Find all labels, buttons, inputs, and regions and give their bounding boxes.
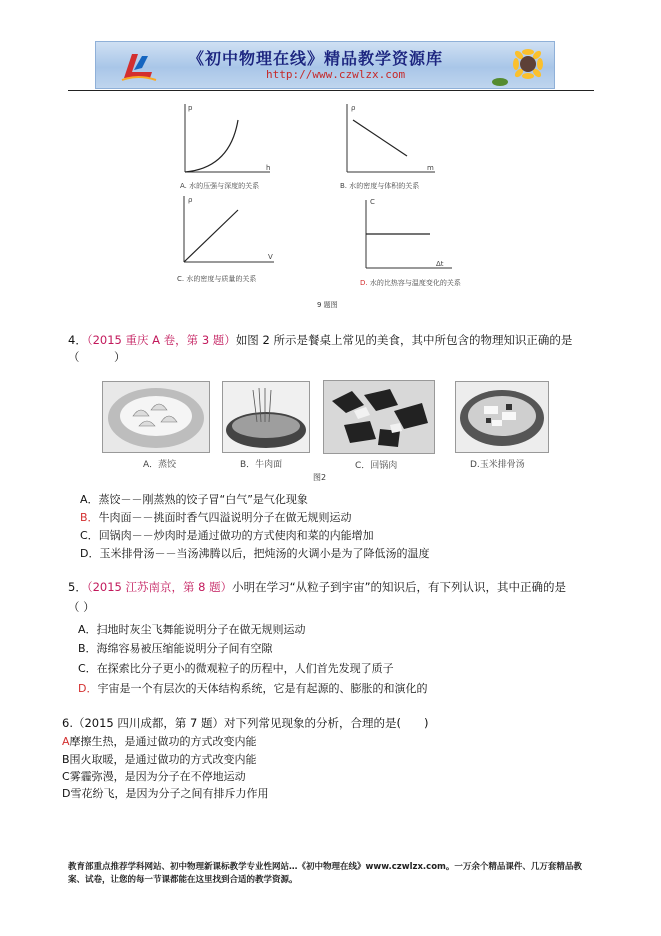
graph-b-y-label: ρ — [351, 104, 356, 112]
header-divider — [68, 90, 594, 91]
q6-stem: 6.（2015 四川成都，第 7 题）对下列常见现象的分析，合理的是( ) — [62, 716, 429, 730]
graph-d-y-label: C — [370, 198, 375, 206]
q4-option-a: A．蒸饺－－刚蒸熟的饺子冒“白气”是气化现象 — [80, 493, 308, 506]
sunflower-icon — [490, 42, 550, 88]
q4-option-b: B．牛肉面－－挑面时香气四溢说明分子在做无规则运动 — [80, 511, 352, 524]
graph-d-caption — [360, 278, 461, 288]
figure9-caption: 9 题图 — [317, 301, 338, 309]
graph-a-caption: A. 水的压强与深度的关系 — [180, 182, 260, 190]
site-banner — [95, 41, 555, 89]
site-logo-icon — [118, 48, 158, 82]
q4-option-c: C．回锅肉－－炒肉时是通过做功的方式使肉和菜的内能增加 — [80, 529, 374, 542]
graph-d-caption-letter: D. — [360, 279, 368, 287]
q4-number: 4． — [68, 333, 87, 347]
graph-c-caption: C. 水的密度与质量的关系 — [177, 275, 257, 283]
q5-source: （2015 江苏南京，第 8 题） — [86, 580, 233, 594]
q5-number: 5． — [68, 580, 87, 594]
photo-c-label: C．回锅肉 — [355, 461, 398, 471]
q5-option-c: C．在探索比分子更小的微观粒子的历程中，人们首先发现了质子 — [78, 662, 394, 675]
q6-option-b: B围火取暖，是通过做功的方式改变内能 — [62, 753, 257, 766]
graph-b-caption: B. 水的密度与体积的关系 — [340, 182, 420, 190]
graph-c-y-label: ρ — [188, 196, 193, 204]
q5-option-b: B．海绵容易被压缩能说明分子间有空隙 — [78, 642, 273, 655]
q5-stem — [68, 580, 566, 595]
graph-b-x-label: m — [427, 164, 434, 172]
figure2-caption: 图2 — [313, 473, 327, 482]
photo-dumplings — [102, 381, 210, 453]
banner-url[interactable]: http://www.czwlzx.com — [266, 68, 406, 81]
q4-stem-text: 如图 2 所示是餐桌上常见的美食，其中所包含的物理知识正确的是 — [235, 333, 573, 347]
banner-title: 《初中物理在线》精品教学资源库 — [188, 49, 444, 68]
photo-beef-noodles — [222, 381, 310, 453]
q5-answer-blank: （ ） — [68, 600, 95, 614]
q4-answer-blank: （ ） — [68, 350, 126, 364]
q6-option-c: C雾霾弥漫，是因为分子在不停地运动 — [62, 770, 246, 783]
q5-option-a: A．扫地时灰尘飞舞能说明分子在做无规则运动 — [78, 623, 306, 636]
q6-option-a: A摩擦生热，是通过做功的方式改变内能 — [62, 735, 257, 748]
photo-b-label: B．牛肉面 — [240, 460, 283, 470]
graph-c-x-label: V — [268, 253, 273, 261]
q4-stem — [68, 333, 572, 348]
graph-d-caption-text: 水的比热容与温度变化的关系 — [367, 279, 461, 287]
graph-c — [170, 192, 280, 272]
photo-a-label: A．蒸饺 — [143, 460, 177, 470]
q4-source: （2015 重庆 A 卷，第 3 题） — [86, 333, 236, 347]
graph-d-x-label: Δt — [436, 260, 444, 268]
graph-d — [352, 192, 462, 276]
q5-stem-text: 小明在学习“从粒子到宇宙”的知识后，有下列认识，其中正确的是 — [232, 580, 567, 594]
q4-option-d: D．玉米排骨汤－－当汤沸腾以后，把炖汤的火调小是为了降低汤的温度 — [80, 547, 430, 560]
photo-twice-cooked-pork — [323, 380, 435, 454]
photo-d-label: D.玉米排骨汤 — [470, 460, 525, 470]
q5-option-d: D．宇宙是一个有层次的天体结构系统，它是有起源的、膨胀的和演化的 — [78, 682, 428, 695]
graph-a-x-label: h — [266, 164, 271, 172]
footer-text: 教育部重点推荐学科网站、初中物理新课标教学专业性网站…《初中物理在线》www.czwlzx.com。一万余个精品课件、几万套精品教案、试卷，让您的每一节课都能在这里找到合适的教学资源。 — [68, 862, 582, 885]
q6-option-d: D雪花纷飞，是因为分子之间有排斥力作用 — [62, 787, 269, 800]
graph-a-y-label: p — [188, 104, 193, 112]
photo-corn-rib-soup — [455, 381, 549, 453]
